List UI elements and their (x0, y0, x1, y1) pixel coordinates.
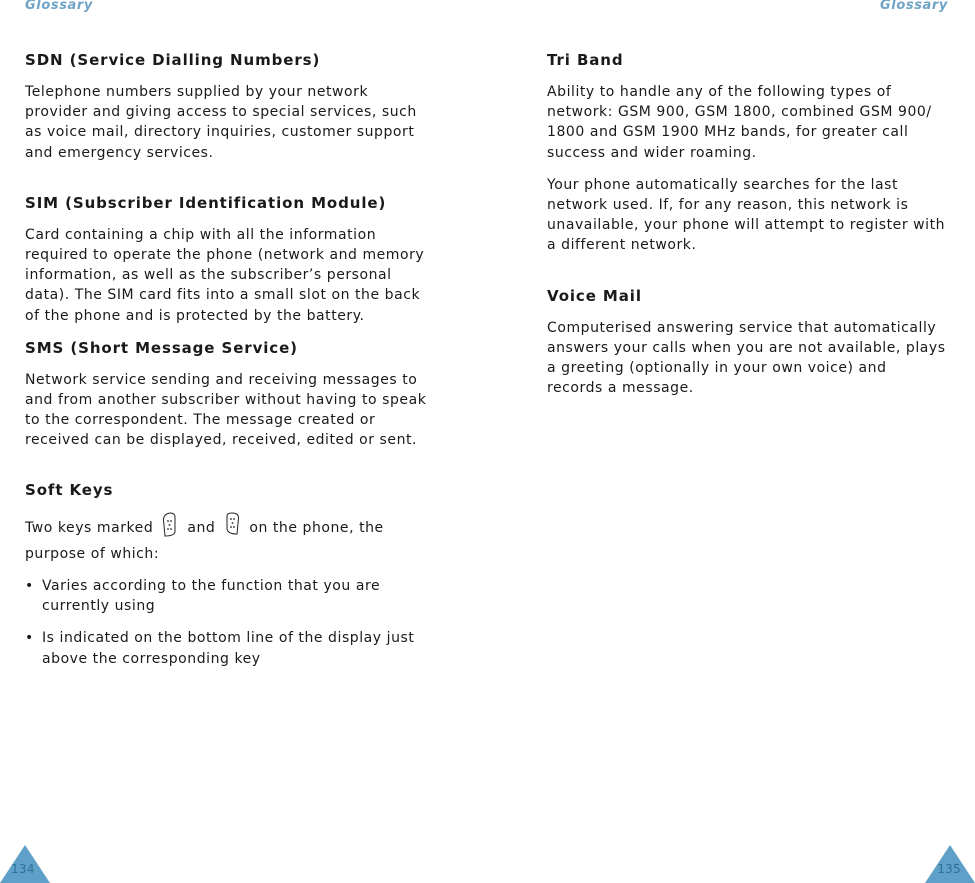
soft-keys-text-before: Two keys marked (25, 519, 154, 536)
page-number-left (0, 845, 50, 883)
list-item: • Varies according to the function that you are currently using (25, 578, 381, 615)
soft-keys-text-after: on the phone, the purpose of which: (25, 519, 384, 562)
term-heading: Voice Mail (547, 286, 642, 305)
page-number: 135 (937, 862, 961, 876)
soft-keys-text-middle: and (187, 519, 216, 536)
term-heading: Soft Keys (25, 480, 114, 499)
soft-keys-bullet-list (25, 576, 430, 669)
bullet-icon: • (25, 578, 34, 595)
glossary-entry-sdn (25, 50, 430, 163)
term-definition: Computerised answering service that automatically answers your calls when you are not available, plays a greeting (optionally in your own voice) and records a message. (547, 319, 946, 397)
term-heading: Tri Band (547, 51, 624, 69)
term-heading: SDN (Service Dialling Numbers) (25, 51, 321, 69)
term-definition (25, 512, 430, 564)
term-definition: Network service sending and receiving messages to and from another subscriber without having to speak to the correspondent. The message created or received can be displayed, received, edited or sent. (25, 371, 427, 449)
right-soft-key-icon (224, 512, 240, 544)
list-item: • Is indicated on the bottom line of the display just above the corresponding key (25, 630, 415, 667)
term-definition: Ability to handle any of the following types of network: GSM 900, GSM 1800, combined GSM 900/ 1800 and GSM 1900 MHz bands, for greater call success and wider roaming. (547, 84, 932, 161)
term-definition: Your phone automatically searches for the last network used. If, for any reason, this network is unavailable, your phone will attempt to register with a different network. (547, 176, 946, 254)
page-number: 134 (11, 862, 35, 876)
right-page-column (547, 50, 947, 398)
term-definition: Telephone numbers supplied by your network provider and giving access to special services, such as voice mail, directory inquiries, customer support and emergency services. (25, 84, 417, 161)
glossary-entry-voice-mail (547, 286, 947, 399)
term-heading: SMS (Short Message Service) (25, 338, 298, 357)
left-soft-key-icon (162, 512, 178, 544)
glossary-entry-soft-keys (25, 480, 430, 669)
left-page-column (25, 50, 430, 681)
glossary-entry-tri-band (547, 50, 947, 256)
page-number-right (925, 845, 975, 883)
bullet-icon: • (25, 630, 34, 647)
glossary-entry-sim (25, 193, 430, 326)
term-definition: Card containing a chip with all the information required to operate the phone (network and memory information, as well as the subscriber’s personal data). The SIM card fits into a small slot on the back of the phone and is protected by the battery. (25, 226, 425, 324)
glossary-entry-sms (25, 338, 430, 451)
term-heading: SIM (Subscriber Identification Module) (25, 193, 387, 212)
running-header-left: Glossary (25, 0, 93, 13)
running-header-right: Glossary (880, 0, 948, 13)
